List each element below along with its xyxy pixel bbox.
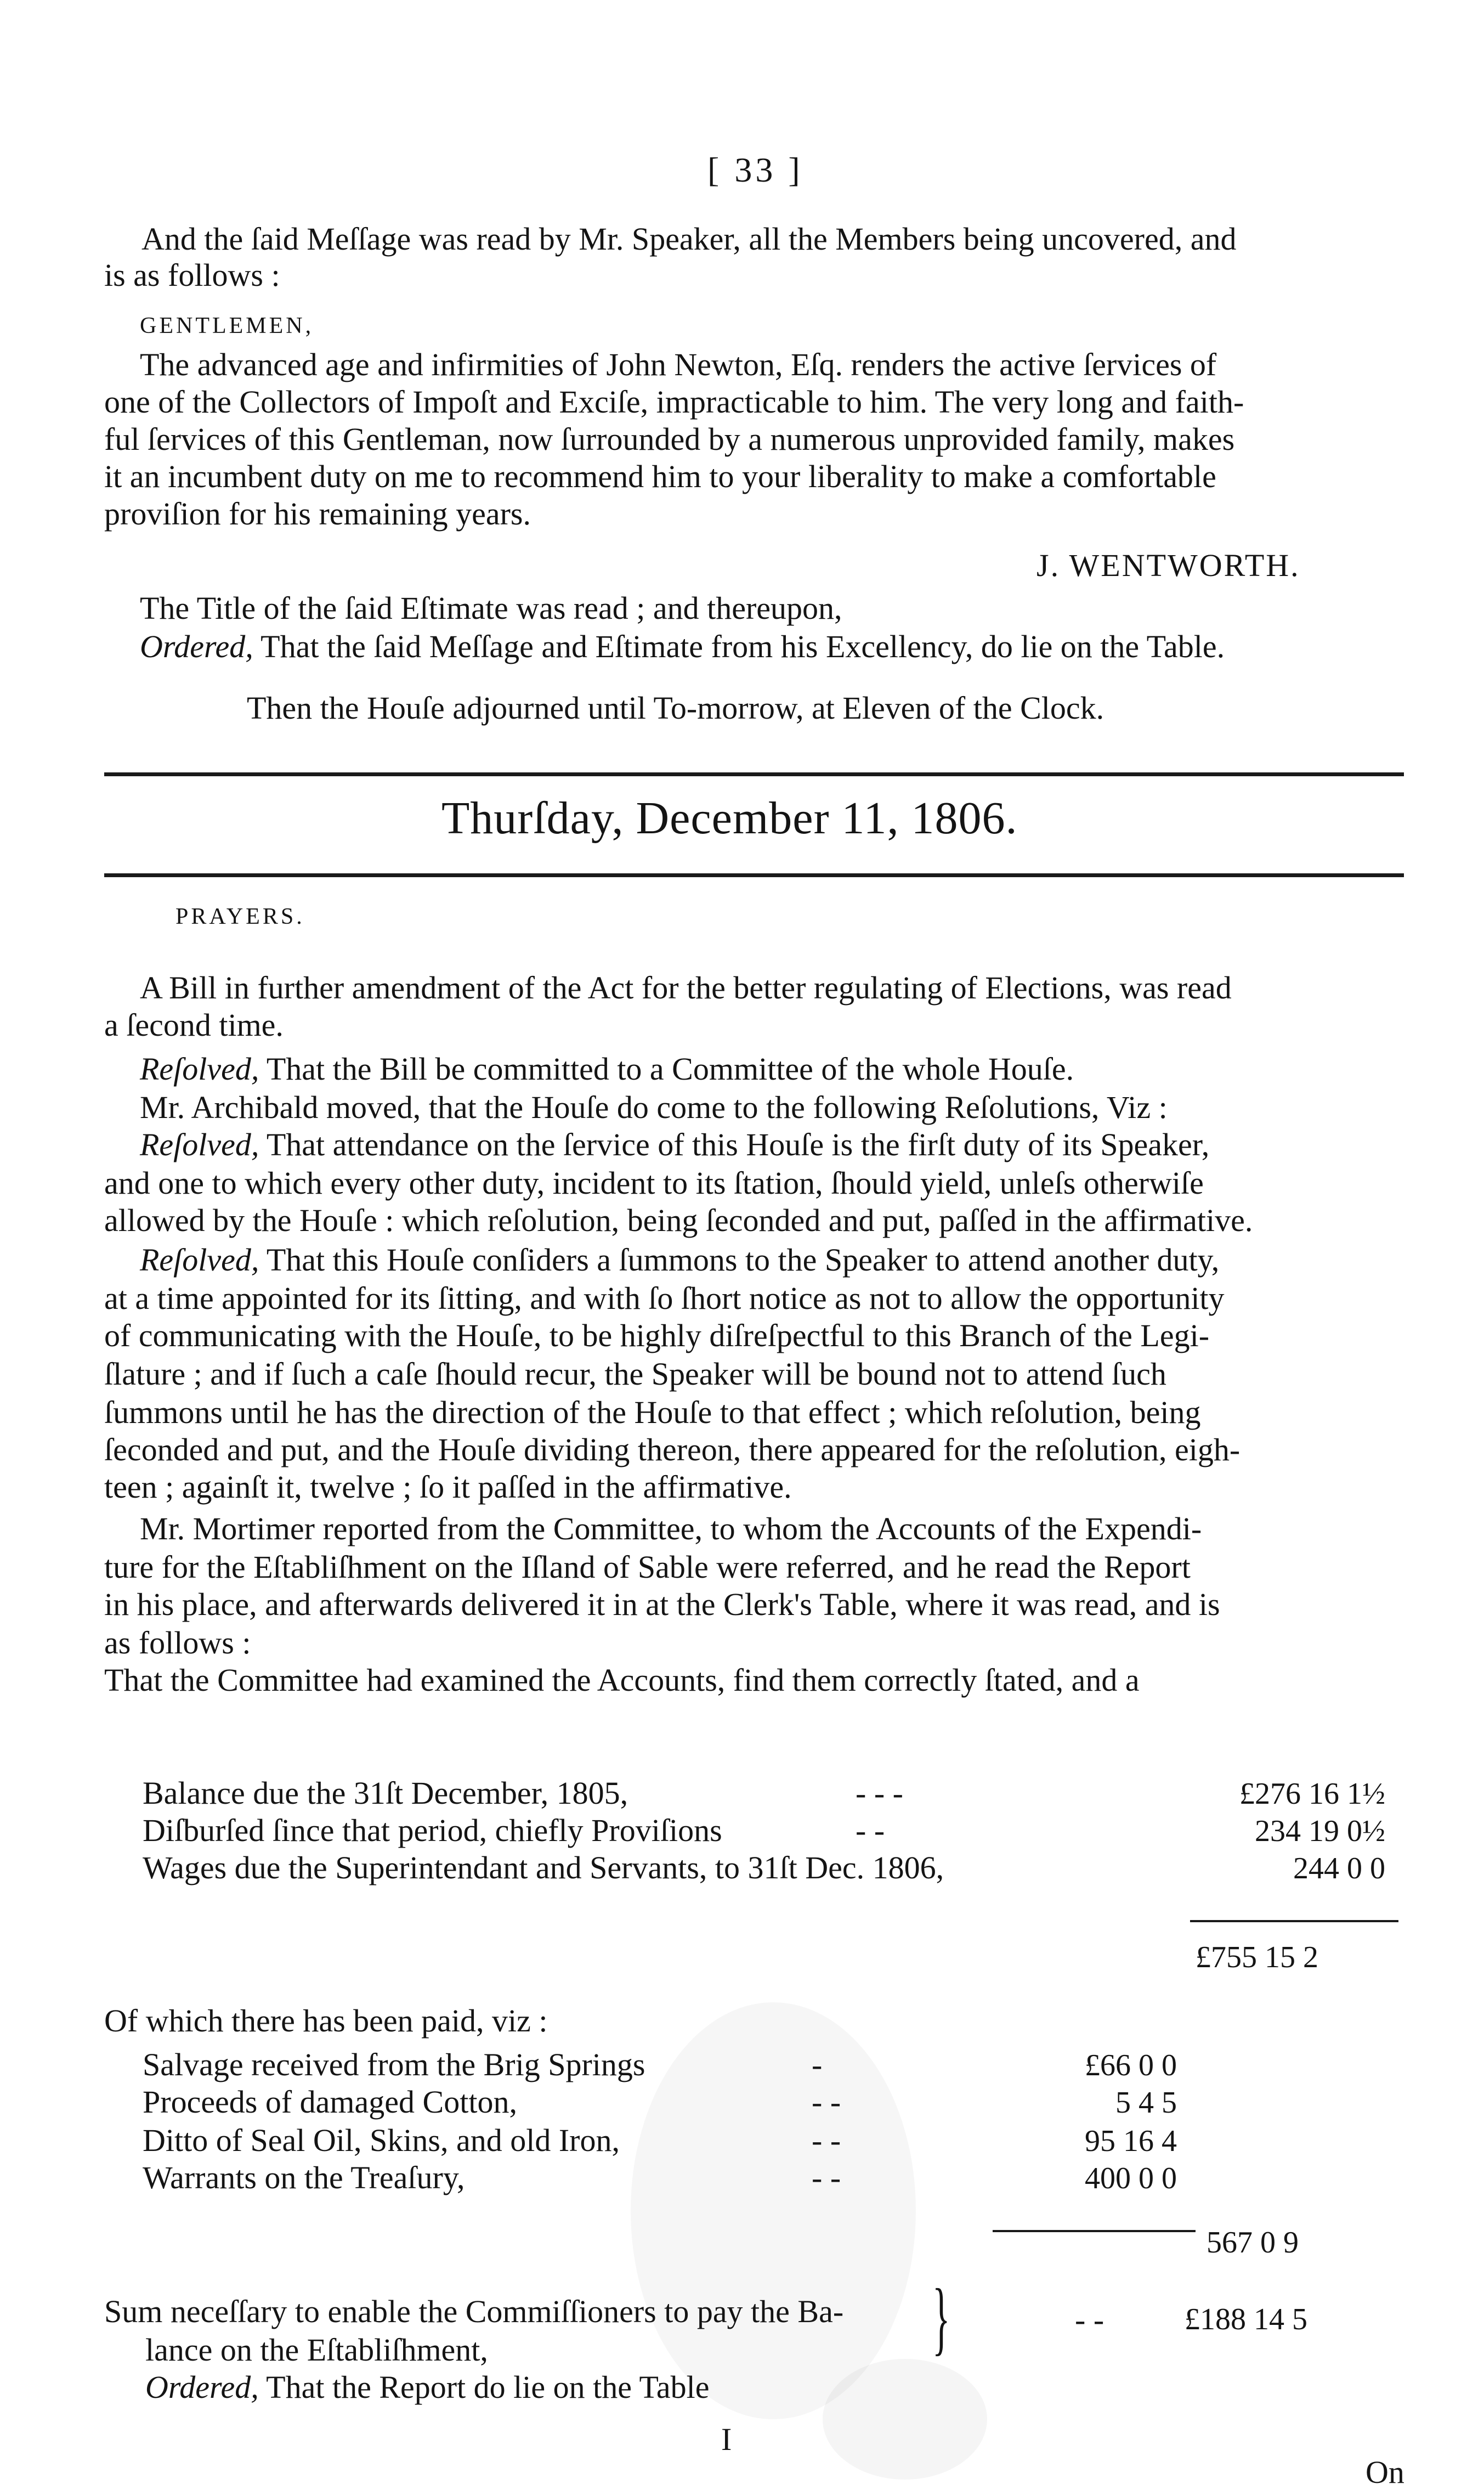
heading-rule-bottom	[104, 873, 1404, 877]
proceedings-line	[104, 1664, 1140, 1696]
account-amount: 400 0 0	[1085, 2161, 1177, 2195]
account-label: Warrants on the Treaſury,	[143, 2160, 465, 2195]
account-label: Salvage received from the Brig Springs	[143, 2047, 645, 2082]
page-number: [ 33 ]	[707, 150, 803, 189]
resolved-word: Reſolved,	[140, 1127, 259, 1162]
signature-mark: I	[721, 2421, 732, 2457]
brace-icon: }	[932, 2272, 950, 2363]
paper-stain	[631, 2002, 916, 2419]
paid-total: 567 0 9	[1207, 2226, 1299, 2260]
account-leader: - -	[812, 2122, 841, 2158]
adjourned-line: Then the Houſe adjourned until To-morrow, at Eleven of the Clock.	[247, 690, 1104, 726]
sum-amount: £188 14 5	[1185, 2302, 1307, 2336]
ordered-word: Ordered,	[145, 2369, 259, 2405]
proceedings-text: as follows :	[104, 1625, 251, 1661]
proceedings-text: and one to which every other duty, incident to its ſtation, ſhould yield, unleſs otherwiſe	[104, 1165, 1204, 1201]
proceedings-text: of communicating with the Houſe, to be highly diſreſpectful to this Branch of the Legi-	[104, 1318, 1210, 1353]
sum-dashes: - -	[1075, 2302, 1104, 2337]
message-salutation: GENTLEMEN,	[140, 313, 314, 338]
sum-line: Sum neceſſary to enable the Commiſſioners to pay the Ba-	[104, 2294, 844, 2329]
paid-heading: Of which there has been paid, viz :	[104, 2003, 548, 2039]
message-signature: J. WENTWORTH.	[1036, 547, 1300, 583]
proceedings-line	[140, 1244, 1219, 1276]
account-leader: - -	[856, 1813, 885, 1848]
proceedings-line	[104, 1358, 1166, 1390]
account-amount: 5 4 5	[1115, 2086, 1177, 2120]
proceedings-text: ſeconded and put, and the Houſe dividing thereon, there appeared for the reſolution, eigh-	[104, 1432, 1241, 1467]
proceedings-line	[140, 1089, 1168, 1125]
proceedings-line	[104, 1394, 1201, 1430]
resolved-word: Reſolved,	[140, 1242, 259, 1278]
proceedings-text: allowed by the Houſe : which reſolution, being ſeconded and put, paſſed in the affirmative.	[104, 1202, 1253, 1238]
account-label: Proceeds of damaged Cotton,	[143, 2084, 517, 2120]
proceedings-line	[104, 1167, 1204, 1199]
proceedings-line	[104, 1627, 251, 1659]
proceedings-text: That the Committee had examined the Accounts, find them correctly ſtated, and a	[104, 1662, 1140, 1698]
proceedings-line	[140, 1129, 1209, 1161]
account-leader: - -	[812, 2160, 841, 2195]
proceedings-line	[104, 1009, 284, 1041]
account-leader: - - -	[856, 1775, 903, 1811]
heading-rule-top	[104, 772, 1404, 776]
message-intro: And the ſaid Meſſage was read by Mr. Speaker, all the Members being uncovered, and	[141, 221, 1237, 257]
account-amount: £66 0 0	[1085, 2048, 1177, 2082]
paid-rule	[993, 2230, 1196, 2232]
proceedings-line	[104, 1320, 1209, 1352]
paper-stain	[823, 2359, 987, 2480]
proceedings-line	[140, 972, 1232, 1004]
message-body-line: ful ſervices of this Gentleman, now ſurrounded by a numerous unprovided family, makes	[104, 421, 1235, 457]
account-label: Wages due the Superintendant and Servants, to 31ſt Dec. 1806,	[143, 1850, 944, 1885]
prayers-heading: PRAYERS.	[175, 904, 305, 929]
charges-total: £755 15 2	[1196, 1940, 1318, 1974]
account-amount: 95 16 4	[1085, 2124, 1177, 2158]
proceedings-text: That attendance on the ſervice of this Houſe is the firſt duty of its Speaker,	[259, 1127, 1210, 1162]
message-body-line: The advanced age and infirmities of John Newton, Eſq. renders the active ſervices of	[140, 347, 1217, 382]
account-amount: 234 19 0½	[1255, 1814, 1385, 1848]
proceedings-text: That this Houſe conſiders a ſummons to the Speaker to attend another duty,	[259, 1242, 1220, 1278]
ordered-text: That the ſaid Meſſage and Eſtimate from his Excellency, do lie on the Table.	[260, 629, 1225, 664]
report-ordered-line	[145, 2369, 710, 2405]
message-body-line: it an incumbent duty on me to recommend him to your liberality to make a comfortable	[104, 459, 1216, 494]
proceedings-line	[104, 1551, 1191, 1583]
proceedings-text: ſummons until he has the direction of the Houſe to that effect ; which reſolution, being	[104, 1394, 1201, 1430]
account-amount: £276 16 1½	[1239, 1777, 1385, 1811]
proceedings-text: at a time appointed for its ſitting, and with ſo ſhort notice as not to allow the opportunity	[104, 1280, 1225, 1316]
account-label: Diſburſed ſince that period, chiefly Proviſions	[143, 1813, 722, 1848]
proceedings-text: a ſecond time.	[104, 1007, 284, 1043]
proceedings-text: in his place, and afterwards delivered it in at the Clerk's Table, where it was read, and is	[104, 1586, 1220, 1622]
proceedings-line	[104, 1586, 1220, 1622]
sum-line: lance on the Eſtabliſhment,	[145, 2332, 488, 2368]
proceedings-text: That the Bill be committed to a Committee of the whole Houſe.	[259, 1051, 1074, 1087]
title-read-line: The Title of the ſaid Eſtimate was read ; and thereupon,	[140, 590, 842, 626]
ordered-line	[140, 631, 1225, 663]
message-body-line: one of the Collectors of Impoſt and Exciſe, impracticable to him. The very long and faith-	[104, 384, 1244, 420]
message-body-line: proviſion for his remaining years.	[104, 496, 531, 532]
proceedings-line	[140, 1053, 1074, 1085]
ordered-word: Ordered,	[140, 629, 253, 664]
ordered-text: That the Report do lie on the Table	[258, 2369, 710, 2405]
proceedings-line	[104, 1280, 1225, 1316]
proceedings-line	[104, 1471, 792, 1503]
account-label: Balance due the 31ſt December, 1805,	[143, 1775, 628, 1811]
charges-rule	[1190, 1920, 1398, 1922]
account-leader: -	[812, 2047, 823, 2082]
proceedings-text: A Bill in further amendment of the Act for the better regulating of Elections, was read	[140, 970, 1232, 1006]
account-leader: - -	[812, 2084, 841, 2120]
catchword: On	[1366, 2454, 1404, 2490]
message-intro: is as follows :	[104, 257, 280, 293]
proceedings-text: ſlature ; and if ſuch a caſe ſhould recur, the Speaker will be bound not to attend ſuch	[104, 1356, 1166, 1392]
resolved-word: Reſolved,	[140, 1051, 259, 1087]
account-label: Ditto of Seal Oil, Skins, and old Iron,	[143, 2122, 620, 2158]
account-amount: 244 0 0	[1293, 1851, 1385, 1885]
proceedings-text: teen ; againſt it, twelve ; ſo it paſſed in the affirmative.	[104, 1469, 792, 1505]
proceedings-text: ture for the Eſtabliſhment on the Iſland of Sable were referred, and he read the Report	[104, 1549, 1191, 1585]
proceedings-line	[104, 1202, 1253, 1238]
proceedings-line	[140, 1513, 1202, 1545]
proceedings-text: Mr. Mortimer reported from the Committee, to whom the Accounts of the Expendi-	[140, 1511, 1202, 1546]
proceedings-line	[104, 1434, 1240, 1466]
day-heading: Thurſday, December 11, 1806.	[441, 793, 1018, 844]
proceedings-text: Mr. Archibald moved, that the Houſe do come to the following Reſolutions, Viz :	[140, 1089, 1168, 1125]
